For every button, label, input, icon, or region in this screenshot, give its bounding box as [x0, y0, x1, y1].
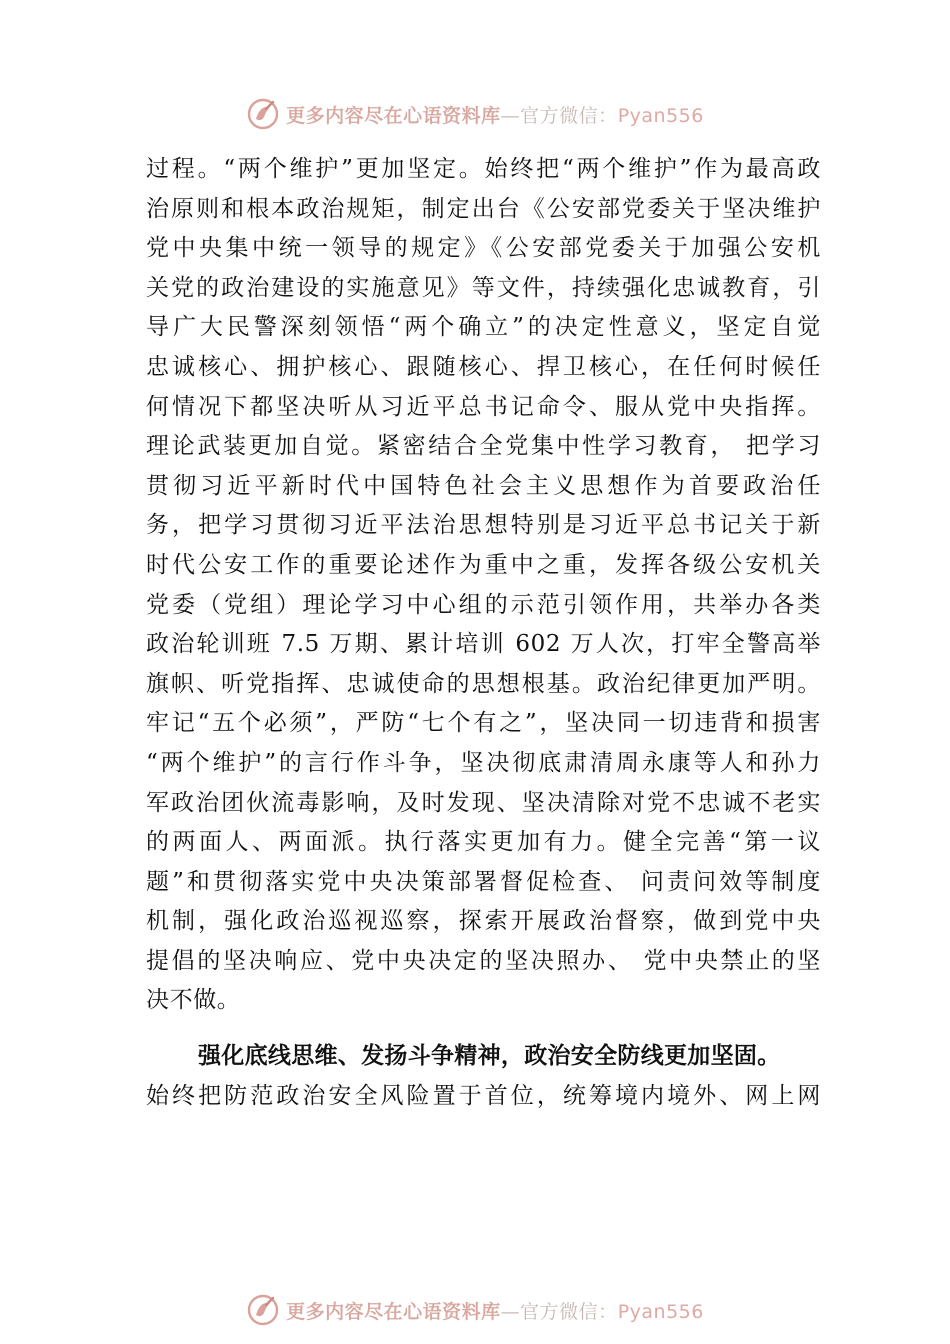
text-line: 务，把学习贯彻习近平法治思想特别是习近平总书记关于新 [146, 512, 821, 539]
logo-icon [246, 97, 280, 131]
text-line: 何情况下都坚决听从习近平总书记命令、服从党中央指挥。 [146, 393, 821, 420]
text-line: 题”和贯彻落实党中央决策部署督促检查、 问责问效等制度 [146, 868, 821, 895]
text-line: 始终把防范政治安全风险置于首位，统筹境内境外、网上网 [146, 1082, 821, 1109]
text-line: 忠诚核心、拥护核心、跟随核心、捍卫核心，在任何时候任 [146, 353, 821, 380]
paragraph-2 [146, 1077, 821, 1117]
section-heading: 强化底线思维、发扬斗争精神，政治安全防线更加坚固。 [198, 1043, 781, 1070]
text-line: 过程。“两个维护”更加坚定。始终把“两个维护”作为最高政 [146, 156, 821, 182]
text-line: 党中央集中统一领导的规定》《公安部党委关于加强公安机 [146, 235, 821, 262]
text-line: 时代公安工作的重要论述作为重中之重，发挥各级公安机关 [146, 551, 821, 578]
text-line: 理论武装更加自觉。紧密结合全党集中性学习教育， 把学习 [146, 433, 821, 460]
text-line: 党委（党组）理论学习中心组的示范引领作用，共举办各类 [146, 591, 821, 618]
text-line: “两个维护”的言行作斗争，坚决彻底肃清周永康等人和孙力 [146, 749, 821, 776]
document-body [146, 150, 821, 1116]
text-line: 提倡的坚决响应、党中央决定的坚决照办、 党中央禁止的坚 [146, 947, 821, 974]
watermark-text: 更多内容尽在心语资料库—官方微信：Pyan556 [286, 104, 704, 127]
text-line: 政治轮训班 7.5 万期、累计培训 602 万人次，打牢全警高举 [146, 631, 821, 658]
text-line: 决不做。 [146, 987, 241, 1014]
text-line: 的两面人、两面派。执行落实更加有力。健全完善“第一议 [146, 829, 821, 856]
text-line: 军政治团伙流毒影响，及时发现、坚决清除对党不忠诚不老实 [146, 789, 821, 816]
text-line: 牢记“五个必须”，严防“七个有之”，坚决同一切违背和损害 [146, 710, 821, 737]
watermark-banner-top [0, 96, 950, 132]
text-line: 关党的政治建设的实施意见》等文件，持续强化忠诚教育，引 [146, 274, 821, 301]
logo-icon [246, 1293, 280, 1327]
text-line: 机制，强化政治巡视巡察，探索开展政治督察，做到党中央 [146, 908, 821, 935]
text-line: 贯彻习近平新时代中国特色社会主义思想作为首要政治任 [146, 472, 821, 499]
paragraph-1 [146, 150, 821, 1021]
watermark-banner-bottom [0, 1292, 950, 1328]
watermark-text: 更多内容尽在心语资料库—官方微信：Pyan556 [286, 1300, 704, 1323]
text-line: 治原则和根本政治规矩，制定出台《公安部党委关于坚决维护 [146, 195, 821, 222]
text-line: 导广大民警深刻领悟“两个确立”的决定性意义，坚定自觉 [146, 314, 821, 341]
text-line: 旗帜、听党指挥、忠诚使命的思想根基。政治纪律更加严明。 [146, 670, 821, 697]
